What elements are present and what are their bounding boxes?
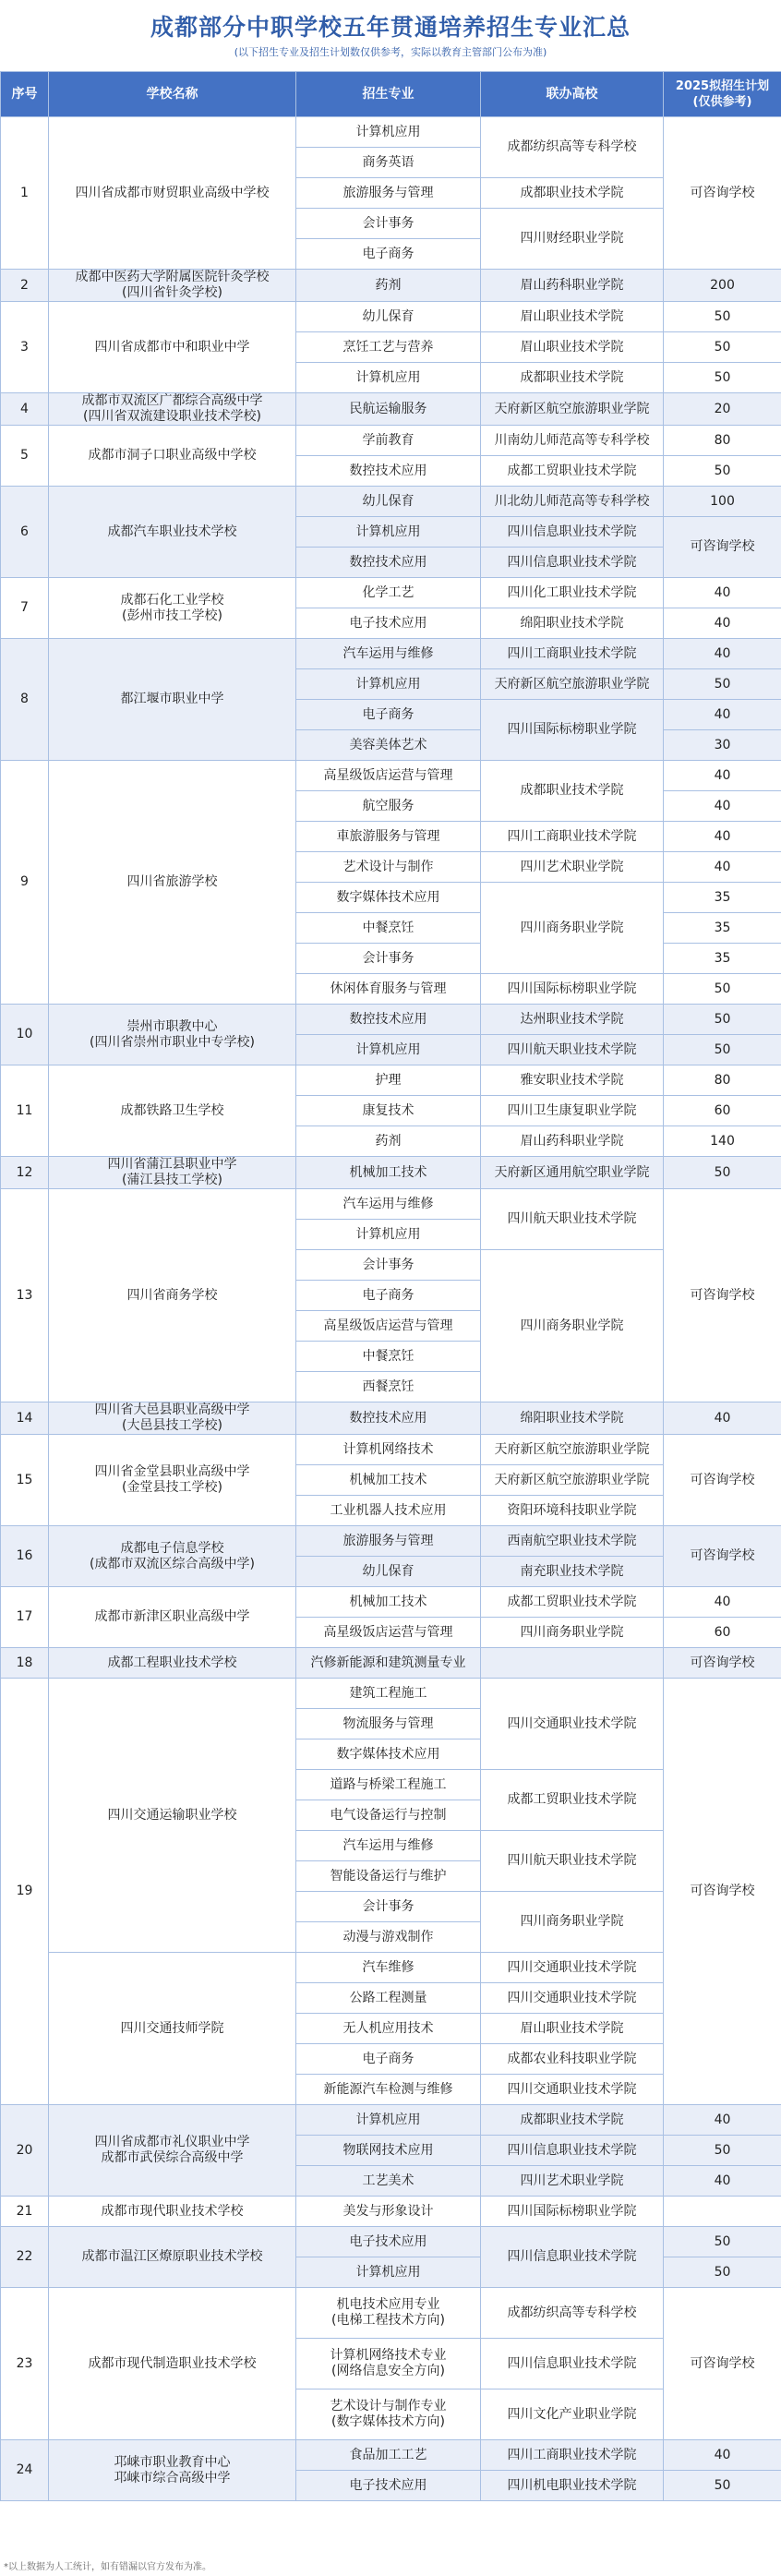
major-name: 计算机应用 — [296, 517, 481, 548]
college-name: 四川交通职业技术学院 — [481, 1953, 664, 1983]
major-name: 计算机应用 — [296, 1220, 481, 1250]
enrollment-plan: 50 — [664, 2227, 781, 2257]
enrollment-plan: 40 — [664, 2166, 781, 2197]
major-name: 民航运输服务 — [296, 393, 481, 426]
major-name: 机械加工技术 — [296, 1157, 481, 1189]
row-number: 24 — [1, 2440, 49, 2501]
school-name: 成都电子信息学校 (成都市双流区综合高级中学) — [49, 1526, 296, 1587]
college-name: 四川信息职业技术学院 — [481, 548, 664, 578]
school-name: 成都市现代制造职业技术学校 — [49, 2288, 296, 2440]
major-name: 工业机器人技术应用 — [296, 1496, 481, 1526]
school-name: 成都石化工业学校 (彭州市技工学校) — [49, 578, 296, 639]
col-header-plan: 2025拟招生计划 (仅供参考) — [664, 72, 781, 117]
major-name: 无人机应用技术 — [296, 2014, 481, 2044]
enrollment-plan: 100 — [664, 487, 781, 517]
table-row — [1, 1679, 781, 1709]
table-row — [1, 1065, 781, 1096]
school-name: 成都市洞子口职业高级中学校 — [49, 426, 296, 487]
table-row — [1, 578, 781, 608]
college-name: 眉山职业技术学院 — [481, 302, 664, 332]
college-name: 四川交通职业技术学院 — [481, 1679, 664, 1770]
college-name: 四川工商职业技术学院 — [481, 822, 664, 852]
enrollment-plan: 40 — [664, 761, 781, 791]
major-name: 汽车维修 — [296, 1953, 481, 1983]
major-name: 康复技术 — [296, 1096, 481, 1126]
enrollment-plan: 40 — [664, 578, 781, 608]
college-name: 四川交通职业技术学院 — [481, 2075, 664, 2105]
college-name — [481, 1648, 664, 1679]
table-row — [1, 1157, 781, 1189]
college-name: 四川商务职业学院 — [481, 883, 664, 974]
table-row — [1, 487, 781, 517]
college-name: 成都职业技术学院 — [481, 761, 664, 822]
college-name: 成都职业技术学院 — [481, 2105, 664, 2136]
table-row — [1, 1402, 781, 1435]
major-name: 计算机应用 — [296, 669, 481, 700]
college-name: 四川信息职业技术学院 — [481, 517, 664, 548]
college-name: 成都纺织高等专科学校 — [481, 117, 664, 178]
major-name: 道路与桥梁工程施工 — [296, 1770, 481, 1800]
enrollment-plan: 50 — [664, 1035, 781, 1065]
enrollment-plan: 50 — [664, 332, 781, 363]
major-name: 电子商务 — [296, 2044, 481, 2075]
enrollment-plan: 可咨询学校 — [664, 1526, 781, 1587]
major-name: 汽车运用与维修 — [296, 1189, 481, 1220]
major-name: 汽车运用与维修 — [296, 639, 481, 669]
school-name: 四川省蒲江县职业中学 (蒲江县技工学校) — [49, 1157, 296, 1189]
college-name: 成都工贸职业技术学院 — [481, 456, 664, 487]
row-number: 18 — [1, 1648, 49, 1679]
enrollment-plan: 50 — [664, 2136, 781, 2166]
row-number: 3 — [1, 302, 49, 393]
college-name: 眉山职业技术学院 — [481, 2014, 664, 2044]
college-name: 四川艺术职业学院 — [481, 2166, 664, 2197]
school-name: 成都市温江区燎原职业技术学校 — [49, 2227, 296, 2288]
table-row — [1, 2288, 781, 2339]
major-name: 航空服务 — [296, 791, 481, 822]
school-name: 都江堰市职业中学 — [49, 639, 296, 761]
major-name: 化学工艺 — [296, 578, 481, 608]
college-name: 眉山药科职业学院 — [481, 1126, 664, 1157]
table-row — [1, 1526, 781, 1557]
college-name: 四川航天职业技术学院 — [481, 1189, 664, 1250]
enrollment-plan: 可咨询学校 — [664, 1189, 781, 1402]
row-number: 11 — [1, 1065, 49, 1157]
major-name: 机械加工技术 — [296, 1587, 481, 1618]
school-name: 四川省成都市财贸职业高级中学校 — [49, 117, 296, 270]
major-name: 计算机应用 — [296, 2257, 481, 2288]
row-number: 23 — [1, 2288, 49, 2440]
enrollment-plan: 50 — [664, 456, 781, 487]
college-name: 南充职业技术学院 — [481, 1557, 664, 1587]
major-name: 物联网技术应用 — [296, 2136, 481, 2166]
enrollment-plan: 40 — [664, 2105, 781, 2136]
row-number: 20 — [1, 2105, 49, 2197]
major-name: 高星级饭店运营与管理 — [296, 1618, 481, 1648]
enrollment-plan: 140 — [664, 1126, 781, 1157]
school-name: 四川省大邑县职业高级中学 (大邑县技工学校) — [49, 1402, 296, 1435]
major-name: 美容美体艺术 — [296, 730, 481, 761]
enrollment-plan: 50 — [664, 974, 781, 1005]
enrollment-plan: 35 — [664, 944, 781, 974]
major-name: 药剂 — [296, 270, 481, 302]
school-name: 四川交通运输职业学校 — [49, 1679, 296, 1953]
major-name: 计算机网络技术专业 (网络信息安全方向) — [296, 2339, 481, 2389]
major-name: 高星级饭店运营与管理 — [296, 761, 481, 791]
college-name: 四川商务职业学院 — [481, 1250, 664, 1402]
college-name: 绵阳职业技术学院 — [481, 1402, 664, 1435]
college-name: 四川信息职业技术学院 — [481, 2136, 664, 2166]
footnote: *以上数据为人工统计，如有错漏以官方发布为准。 — [4, 2562, 211, 2572]
row-number: 21 — [1, 2197, 49, 2227]
enrollment-plan: 50 — [664, 1157, 781, 1189]
school-name: 成都市新津区职业高级中学 — [49, 1587, 296, 1648]
enrollment-plan: 40 — [664, 639, 781, 669]
major-name: 智能设备运行与维护 — [296, 1861, 481, 1892]
major-name: 护理 — [296, 1065, 481, 1096]
college-name: 达州职业技术学院 — [481, 1005, 664, 1035]
enrollment-plan: 50 — [664, 2471, 781, 2501]
enrollment-table — [0, 71, 781, 2501]
enrollment-plan: 可咨询学校 — [664, 1648, 781, 1679]
row-number: 16 — [1, 1526, 49, 1587]
major-name: 数控技术应用 — [296, 456, 481, 487]
major-name: 电子商务 — [296, 239, 481, 270]
enrollment-plan: 50 — [664, 669, 781, 700]
college-name: 天府新区航空旅游职业学院 — [481, 669, 664, 700]
table-row — [1, 426, 781, 456]
major-name: 艺术设计与制作专业 (数字媒体技术方向) — [296, 2389, 481, 2440]
page-subtitle: (以下招生专业及招生计划数仅供参考，实际以教育主管部门公布为准) — [234, 46, 547, 58]
college-name: 资阳环境科技职业学院 — [481, 1496, 664, 1526]
major-name: 幼儿保育 — [296, 1557, 481, 1587]
major-name: 汽车运用与维修 — [296, 1831, 481, 1861]
college-name: 成都纺织高等专科学校 — [481, 2288, 664, 2339]
college-name: 眉山药科职业学院 — [481, 270, 664, 302]
table-row — [1, 117, 781, 148]
enrollment-plan: 50 — [664, 363, 781, 393]
header — [0, 0, 781, 71]
enrollment-plan: 40 — [664, 2440, 781, 2471]
table-row — [1, 270, 781, 302]
college-name: 川北幼儿师范高等专科学校 — [481, 487, 664, 517]
major-name: 计算机应用 — [296, 363, 481, 393]
enrollment-plan: 可咨询学校 — [664, 2288, 781, 2440]
enrollment-plan: 60 — [664, 1096, 781, 1126]
major-name: 公路工程测量 — [296, 1983, 481, 2014]
major-name: 数控技术应用 — [296, 548, 481, 578]
enrollment-plan: 50 — [664, 302, 781, 332]
row-number: 4 — [1, 393, 49, 426]
row-number: 13 — [1, 1189, 49, 1402]
major-name: 数字媒体技术应用 — [296, 883, 481, 913]
school-name: 成都工程职业技术学校 — [49, 1648, 296, 1679]
enrollment-plan: 50 — [664, 2257, 781, 2288]
col-header-major: 招生专业 — [296, 72, 481, 117]
school-name: 四川省成都市中和职业中学 — [49, 302, 296, 393]
major-name: 电子商务 — [296, 1281, 481, 1311]
major-name: 计算机网络技术 — [296, 1435, 481, 1465]
table-row — [1, 1005, 781, 1035]
major-name: 建筑工程施工 — [296, 1679, 481, 1709]
college-name: 成都工贸职业技术学院 — [481, 1770, 664, 1831]
college-name: 四川财经职业学院 — [481, 209, 664, 270]
enrollment-plan — [664, 2197, 781, 2227]
table-row — [1, 2227, 781, 2257]
table-row — [1, 2105, 781, 2136]
school-name: 崇州市职教中心 (四川省崇州市职业中专学校) — [49, 1005, 296, 1065]
college-name: 四川机电职业技术学院 — [481, 2471, 664, 2501]
row-number: 5 — [1, 426, 49, 487]
school-name: 四川交通技师学院 — [49, 1953, 296, 2105]
col-header-school: 学校名称 — [49, 72, 296, 117]
college-name: 四川航天职业技术学院 — [481, 1831, 664, 1892]
enrollment-plan: 可咨询学校 — [664, 117, 781, 270]
table-row — [1, 761, 781, 791]
enrollment-plan: 可咨询学校 — [664, 517, 781, 578]
college-name: 四川文化产业职业学院 — [481, 2389, 664, 2440]
school-name: 四川省商务学校 — [49, 1189, 296, 1402]
college-name: 成都职业技术学院 — [481, 178, 664, 209]
college-name: 眉山职业技术学院 — [481, 332, 664, 363]
enrollment-plan: 40 — [664, 1402, 781, 1435]
school-name: 成都铁路卫生学校 — [49, 1065, 296, 1157]
enrollment-plan: 40 — [664, 608, 781, 639]
enrollment-plan: 30 — [664, 730, 781, 761]
major-name: 幼儿保育 — [296, 487, 481, 517]
college-name: 四川工商职业技术学院 — [481, 639, 664, 669]
table-header-row — [1, 72, 781, 117]
major-name: 中餐烹饪 — [296, 913, 481, 944]
col-header-college: 联办高校 — [481, 72, 664, 117]
row-number: 14 — [1, 1402, 49, 1435]
table-row — [1, 393, 781, 426]
school-name: 成都中医药大学附属医院针灸学校 (四川省针灸学校) — [49, 270, 296, 302]
major-name: 计算机应用 — [296, 117, 481, 148]
table-row — [1, 1587, 781, 1618]
college-name: 四川艺术职业学院 — [481, 852, 664, 883]
row-number: 8 — [1, 639, 49, 761]
enrollment-plan: 80 — [664, 426, 781, 456]
enrollment-plan: 可咨询学校 — [664, 1679, 781, 2105]
major-name: 車旅游服务与管理 — [296, 822, 481, 852]
table-row — [1, 302, 781, 332]
major-name: 动漫与游戏制作 — [296, 1922, 481, 1953]
enrollment-plan: 40 — [664, 852, 781, 883]
college-name: 成都工贸职业技术学院 — [481, 1587, 664, 1618]
major-name: 幼儿保育 — [296, 302, 481, 332]
enrollment-plan: 20 — [664, 393, 781, 426]
major-name: 电子商务 — [296, 700, 481, 730]
major-name: 会计事务 — [296, 1892, 481, 1922]
college-name: 天府新区通用航空职业学院 — [481, 1157, 664, 1189]
major-name: 艺术设计与制作 — [296, 852, 481, 883]
school-name: 四川省旅游学校 — [49, 761, 296, 1005]
major-name: 中餐烹饪 — [296, 1342, 481, 1372]
major-name: 商务英语 — [296, 148, 481, 178]
enrollment-plan: 200 — [664, 270, 781, 302]
row-number: 19 — [1, 1679, 49, 2105]
school-name: 成都汽车职业技术学校 — [49, 487, 296, 578]
table-row — [1, 1648, 781, 1679]
enrollment-plan: 50 — [664, 1005, 781, 1035]
row-number: 22 — [1, 2227, 49, 2288]
row-number: 10 — [1, 1005, 49, 1065]
enrollment-plan: 40 — [664, 1587, 781, 1618]
college-name: 四川商务职业学院 — [481, 1618, 664, 1648]
major-name: 会计事务 — [296, 944, 481, 974]
major-name: 旅游服务与管理 — [296, 178, 481, 209]
row-number: 12 — [1, 1157, 49, 1189]
major-name: 电子技术应用 — [296, 2471, 481, 2501]
school-name: 邛崃市职业教育中心 邛崃市综合高级中学 — [49, 2440, 296, 2501]
college-name: 四川卫生康复职业学院 — [481, 1096, 664, 1126]
table-row — [1, 2197, 781, 2227]
major-name: 数控技术应用 — [296, 1402, 481, 1435]
major-name: 学前教育 — [296, 426, 481, 456]
college-name: 西南航空职业技术学院 — [481, 1526, 664, 1557]
table-body — [1, 117, 781, 2501]
school-name: 成都市现代职业技术学校 — [49, 2197, 296, 2227]
row-number: 2 — [1, 270, 49, 302]
major-name: 计算机应用 — [296, 1035, 481, 1065]
college-name: 四川工商职业技术学院 — [481, 2440, 664, 2471]
row-number: 1 — [1, 117, 49, 270]
major-name: 电气设备运行与控制 — [296, 1800, 481, 1831]
major-name: 数字媒体技术应用 — [296, 1739, 481, 1770]
major-name: 烹饪工艺与营养 — [296, 332, 481, 363]
major-name: 电子技术应用 — [296, 2227, 481, 2257]
enrollment-plan: 40 — [664, 791, 781, 822]
major-name: 旅游服务与管理 — [296, 1526, 481, 1557]
enrollment-plan: 40 — [664, 822, 781, 852]
major-name: 休闲体育服务与管理 — [296, 974, 481, 1005]
college-name: 四川信息职业技术学院 — [481, 2227, 664, 2288]
row-number: 9 — [1, 761, 49, 1005]
major-name: 工艺美术 — [296, 2166, 481, 2197]
college-name: 雅安职业技术学院 — [481, 1065, 664, 1096]
college-name: 四川国际标榜职业学院 — [481, 974, 664, 1005]
college-name: 四川航天职业技术学院 — [481, 1035, 664, 1065]
major-name: 计算机应用 — [296, 2105, 481, 2136]
major-name: 美发与形象设计 — [296, 2197, 481, 2227]
enrollment-plan: 可咨询学校 — [664, 1435, 781, 1526]
row-number: 7 — [1, 578, 49, 639]
col-header-no: 序号 — [1, 72, 49, 117]
major-name: 机械加工技术 — [296, 1465, 481, 1496]
college-name: 成都农业科技职业学院 — [481, 2044, 664, 2075]
major-name: 西餐烹饪 — [296, 1372, 481, 1402]
college-name: 天府新区航空旅游职业学院 — [481, 1435, 664, 1465]
major-name: 电子技术应用 — [296, 608, 481, 639]
school-name: 成都市双流区广都综合高级中学 (四川省双流建设职业技术学校) — [49, 393, 296, 426]
table-row — [1, 639, 781, 669]
major-name: 会计事务 — [296, 209, 481, 239]
major-name: 高星级饭店运营与管理 — [296, 1311, 481, 1342]
college-name: 四川信息职业技术学院 — [481, 2339, 664, 2389]
row-number: 17 — [1, 1587, 49, 1648]
row-number: 15 — [1, 1435, 49, 1526]
major-name: 药剂 — [296, 1126, 481, 1157]
major-name: 新能源汽车检测与维修 — [296, 2075, 481, 2105]
school-name: 四川省成都市礼仪职业中学 成都市武侯综合高级中学 — [49, 2105, 296, 2197]
enrollment-plan: 35 — [664, 883, 781, 913]
major-name: 食品加工工艺 — [296, 2440, 481, 2471]
college-name: 天府新区航空旅游职业学院 — [481, 1465, 664, 1496]
enrollment-plan: 60 — [664, 1618, 781, 1648]
school-name: 四川省金堂县职业高级中学 (金堂县技工学校) — [49, 1435, 296, 1526]
enrollment-plan: 40 — [664, 700, 781, 730]
enrollment-plan: 35 — [664, 913, 781, 944]
row-number: 6 — [1, 487, 49, 578]
college-name: 四川国际标榜职业学院 — [481, 700, 664, 761]
college-name: 绵阳职业技术学院 — [481, 608, 664, 639]
major-name: 物流服务与管理 — [296, 1709, 481, 1739]
college-name: 四川国际标榜职业学院 — [481, 2197, 664, 2227]
college-name: 成都职业技术学院 — [481, 363, 664, 393]
enrollment-plan: 80 — [664, 1065, 781, 1096]
major-name: 数控技术应用 — [296, 1005, 481, 1035]
college-name: 川南幼儿师范高等专科学校 — [481, 426, 664, 456]
major-name: 汽修新能源和建筑测量专业 — [296, 1648, 481, 1679]
college-name: 天府新区航空旅游职业学院 — [481, 393, 664, 426]
page-title: 成都部分中职学校五年贯通培养招生专业汇总 — [150, 14, 631, 41]
college-name: 四川商务职业学院 — [481, 1892, 664, 1953]
table-row — [1, 1435, 781, 1465]
table-row — [1, 1189, 781, 1220]
table-row — [1, 2440, 781, 2471]
major-name: 会计事务 — [296, 1250, 481, 1281]
college-name: 四川交通职业技术学院 — [481, 1983, 664, 2014]
college-name: 四川化工职业技术学院 — [481, 578, 664, 608]
major-name: 机电技术应用专业 (电梯工程技术方向) — [296, 2288, 481, 2339]
